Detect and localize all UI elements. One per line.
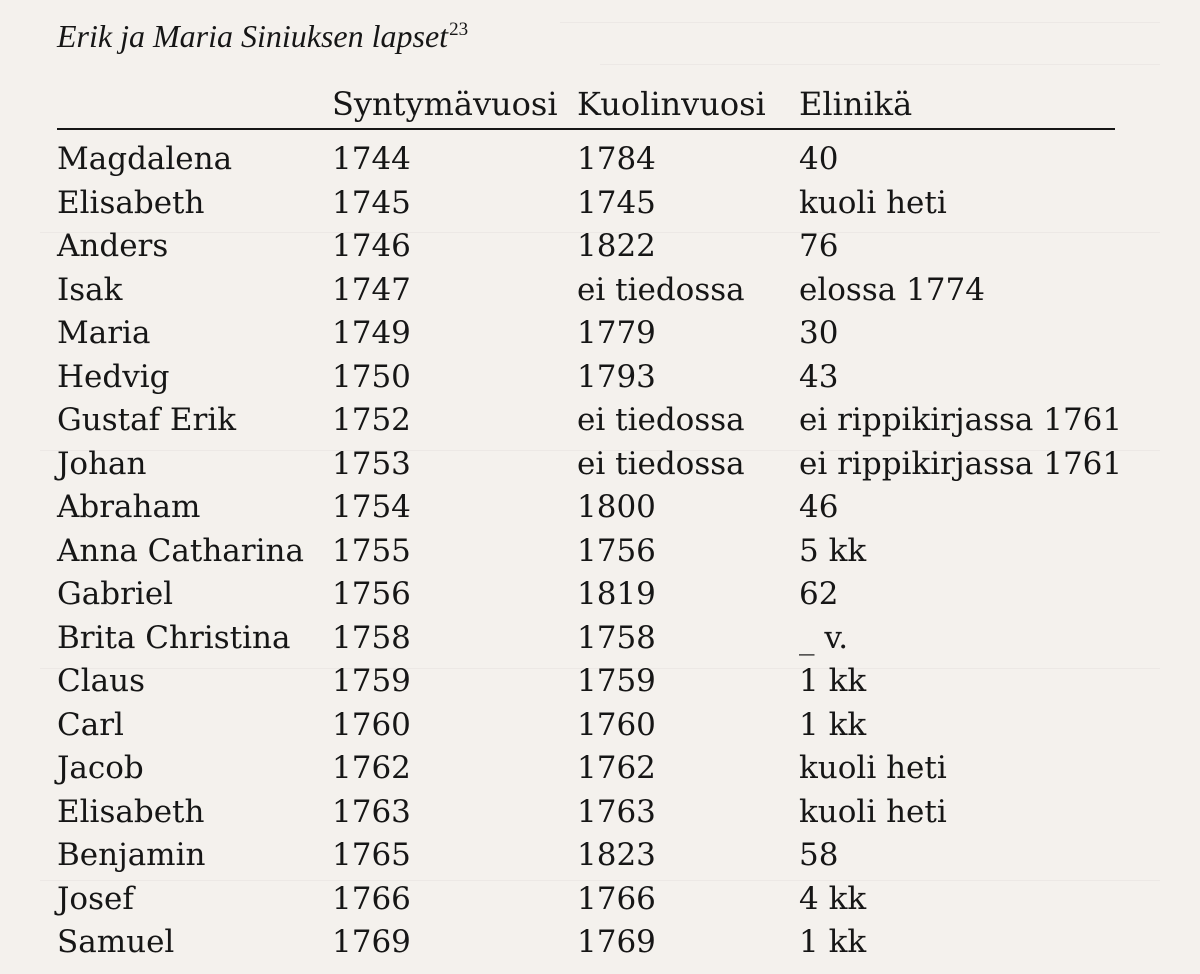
death-year: 1760 <box>577 706 656 743</box>
table-caption <box>57 8 468 58</box>
death-year: 1758 <box>577 619 656 656</box>
death-year: 1793 <box>577 358 656 395</box>
child-name: Anna Catharina <box>57 532 304 569</box>
birth-year: 1760 <box>332 706 411 743</box>
death-year: 1822 <box>577 228 656 264</box>
death-year: 1769 <box>577 924 656 960</box>
birth-year: 1758 <box>332 619 411 656</box>
child-name: Josef <box>57 880 134 917</box>
lifespan: 4 kk <box>799 880 867 917</box>
birth-year: 1763 <box>332 793 411 830</box>
table-row <box>0 399 1200 443</box>
child-name: Gustaf Erik <box>57 402 237 438</box>
birth-year: 1756 <box>332 576 411 612</box>
child-name: Benjamin <box>57 837 206 873</box>
child-name: Claus <box>57 663 145 699</box>
child-name: Elisabeth <box>57 184 205 221</box>
table-row <box>0 486 1200 530</box>
lifespan: elossa 1774 <box>799 271 985 308</box>
birth-year: 1752 <box>332 402 411 438</box>
children-table-body <box>0 138 1200 965</box>
header-death-year: Kuolinvuosi <box>577 85 766 123</box>
birth-year: 1759 <box>332 663 411 699</box>
child-name: Abraham <box>57 489 201 525</box>
lifespan: 40 <box>799 141 839 177</box>
lifespan: 76 <box>799 228 839 264</box>
child-name: Brita Christina <box>57 619 291 656</box>
death-year: 1762 <box>577 750 656 786</box>
table-row <box>0 878 1200 922</box>
death-year: 1756 <box>577 532 656 569</box>
death-year: 1779 <box>577 315 656 351</box>
table-row <box>0 182 1200 226</box>
child-name: Samuel <box>57 924 175 960</box>
lifespan: 1 kk <box>799 924 867 960</box>
death-year: ei tiedossa <box>577 271 745 308</box>
birth-year: 1766 <box>332 880 411 917</box>
table-row <box>0 269 1200 313</box>
child-name: Anders <box>57 228 169 264</box>
lifespan: 62 <box>799 576 839 612</box>
death-year: ei tiedossa <box>577 402 745 438</box>
lifespan: 5 kk <box>799 532 867 569</box>
birth-year: 1747 <box>332 271 411 308</box>
death-year: 1763 <box>577 793 656 830</box>
table-row <box>0 312 1200 356</box>
birth-year: 1745 <box>332 184 411 221</box>
child-name: Elisabeth <box>57 793 205 830</box>
table-row <box>0 660 1200 704</box>
death-year: 1759 <box>577 663 656 699</box>
table-row <box>0 573 1200 617</box>
child-name: Maria <box>57 315 151 351</box>
birth-year: 1749 <box>332 315 411 351</box>
child-name: Gabriel <box>57 576 174 612</box>
table-row <box>0 138 1200 182</box>
table-row <box>0 921 1200 965</box>
table-row <box>0 747 1200 791</box>
birth-year: 1755 <box>332 532 411 569</box>
child-name: Isak <box>57 271 123 308</box>
lifespan: _ v. <box>799 619 849 656</box>
lifespan: 58 <box>799 837 839 873</box>
lifespan: ei rippikirjassa 1761 <box>799 445 1123 482</box>
birth-year: 1744 <box>332 141 411 177</box>
lifespan: kuoli heti <box>799 793 947 830</box>
child-name: Magdalena <box>57 141 233 177</box>
child-name: Johan <box>57 445 147 482</box>
death-year: 1823 <box>577 837 656 873</box>
birth-year: 1762 <box>332 750 411 786</box>
lifespan: 1 kk <box>799 706 867 743</box>
death-year: 1819 <box>577 576 656 612</box>
lifespan: ei rippikirjassa 1761 <box>799 402 1123 438</box>
death-year: 1745 <box>577 184 656 221</box>
birth-year: 1769 <box>332 924 411 960</box>
child-name: Carl <box>57 706 124 743</box>
lifespan: 46 <box>799 489 839 525</box>
death-year: ei tiedossa <box>577 445 745 482</box>
death-year: 1766 <box>577 880 656 917</box>
birth-year: 1753 <box>332 445 411 482</box>
lifespan: kuoli heti <box>799 184 947 221</box>
lifespan: 1 kk <box>799 663 867 699</box>
table-row <box>0 791 1200 835</box>
footnote-marker: 23 <box>449 19 469 40</box>
death-year: 1800 <box>577 489 656 525</box>
child-name: Jacob <box>57 750 144 786</box>
lifespan: 30 <box>799 315 839 351</box>
child-name: Hedvig <box>57 358 170 395</box>
header-rule <box>57 128 1115 130</box>
lifespan: 43 <box>799 358 839 395</box>
table-row <box>0 704 1200 748</box>
birth-year: 1750 <box>332 358 411 395</box>
table-row <box>0 443 1200 487</box>
table-row <box>0 356 1200 400</box>
lifespan: kuoli heti <box>799 750 947 786</box>
table-row <box>0 225 1200 269</box>
birth-year: 1754 <box>332 489 411 525</box>
table-row <box>0 617 1200 661</box>
table-row <box>0 530 1200 574</box>
caption-text: Erik ja Maria Siniuksen lapset <box>57 18 449 54</box>
death-year: 1784 <box>577 141 656 177</box>
birth-year: 1765 <box>332 837 411 873</box>
header-birth-year: Syntymävuosi <box>332 85 558 123</box>
table-row <box>0 834 1200 878</box>
birth-year: 1746 <box>332 228 411 264</box>
header-lifespan: Elinikä <box>799 85 913 123</box>
